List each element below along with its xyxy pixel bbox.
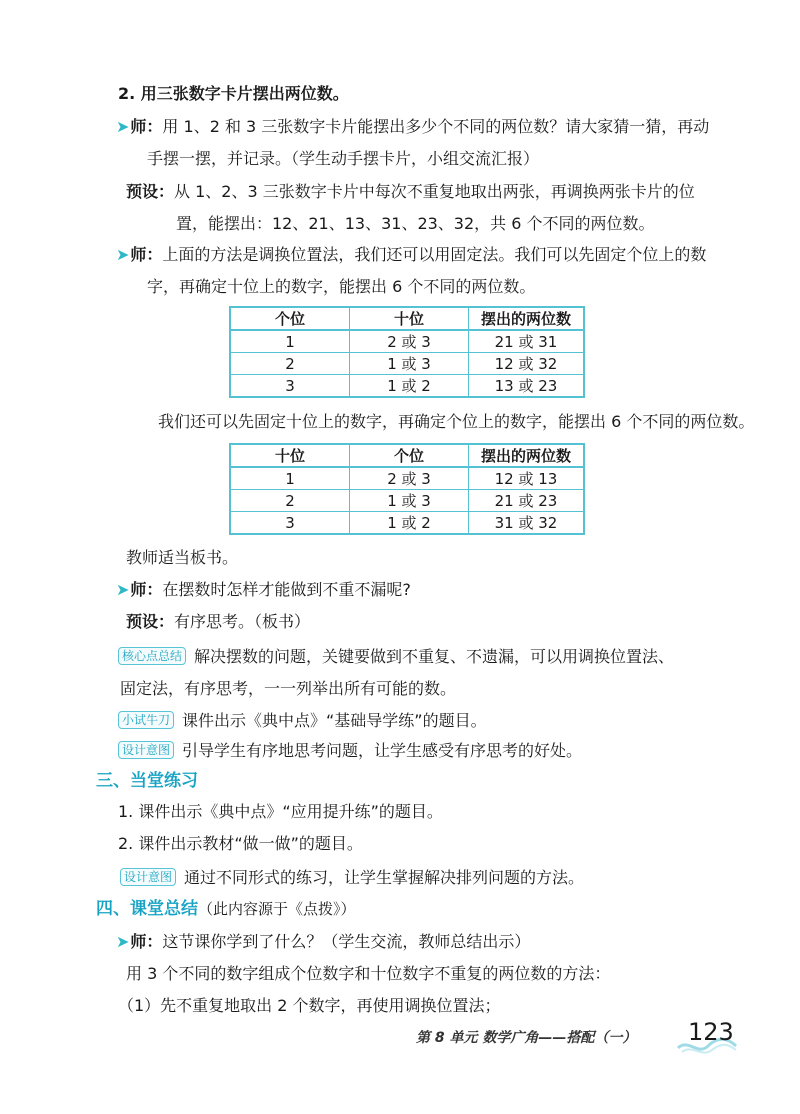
paragraph-continuation: 字，再确定十位上的数字，能摆出 6 个不同的两位数。 xyxy=(147,277,536,296)
table-cell: 21 或 23 xyxy=(469,490,585,512)
table-cell: 1 或 3 xyxy=(350,353,469,375)
arrow-icon: ➤ xyxy=(116,932,130,951)
teacher-line-4 xyxy=(116,930,530,954)
paragraph-text: 用 1、2 和 3 三张数字卡片能摆出多少个不同的两位数？请大家猜一猜，再动 xyxy=(162,117,710,136)
speaker-label: 师： xyxy=(130,117,163,136)
table-cell: 21 或 31 xyxy=(469,330,585,353)
paragraph-text: 这节课你学到了什么？（学生交流，教师总结出示） xyxy=(162,932,531,951)
table-header: 十位 xyxy=(230,444,350,467)
paragraph: 我们还可以先固定十位上的数字，再确定个位上的数字，能摆出 6 个不同的两位数。 xyxy=(158,412,755,431)
table-row xyxy=(230,490,584,512)
speaker-label: 预设： xyxy=(126,182,175,201)
paragraph: 用 3 个不同的数字组成个位数字和十位数字不重复的两位数的方法： xyxy=(126,964,611,983)
table-cell: 1 或 2 xyxy=(350,375,469,398)
practice-item-1: 1. 课件出示《典中点》“应用提升练”的题目。 xyxy=(118,802,443,821)
section-note: （此内容源于《点拨》） xyxy=(198,900,356,918)
table-row xyxy=(230,512,584,535)
table-cell: 1 xyxy=(230,467,350,490)
teacher-line-3 xyxy=(116,578,411,602)
paragraph-text: 引导学生有序地思考问题，让学生感受有序思考的好处。 xyxy=(182,741,583,760)
table-cell: 1 或 2 xyxy=(350,512,469,535)
speaker-label: 师： xyxy=(130,932,163,951)
table-cell: 1 或 3 xyxy=(350,490,469,512)
table-cell: 13 或 23 xyxy=(469,375,585,398)
table-fixed-tens xyxy=(229,443,585,535)
speaker-label: 师： xyxy=(130,580,163,599)
table-row xyxy=(230,467,584,490)
try-it-tag: 小试牛刀 xyxy=(118,711,174,729)
table-header: 十位 xyxy=(350,307,469,330)
table-cell: 2 xyxy=(230,490,350,512)
speaker-label: 师： xyxy=(130,245,163,264)
speaker-label: 预设： xyxy=(126,612,175,631)
core-summary-tag: 核心点总结 xyxy=(118,647,186,665)
teacher-line-2 xyxy=(116,243,706,267)
table-cell: 2 或 3 xyxy=(350,330,469,353)
paragraph-text: 上面的方法是调换位置法，我们还可以用固定法。我们可以先固定个位上的数 xyxy=(162,245,707,264)
design-intent-tag: 设计意图 xyxy=(118,741,174,759)
arrow-icon: ➤ xyxy=(116,580,130,599)
table-cell: 2 或 3 xyxy=(350,467,469,490)
paragraph-text: 通过不同形式的练习，让学生掌握解决排列问题的方法。 xyxy=(184,868,585,887)
design-intent-line-2 xyxy=(120,866,584,890)
arrow-icon: ➤ xyxy=(116,245,130,264)
core-summary-line xyxy=(118,645,674,669)
preset-line-1 xyxy=(126,180,695,204)
paragraph-continuation: 置，能摆出：12、21、13、31、23、32，共 6 个不同的两位数。 xyxy=(176,214,655,233)
method-item-1: （1）先不重复地取出 2 个数字，再使用调换位置法； xyxy=(118,996,501,1015)
paragraph-text: 有序思考。（板书） xyxy=(174,612,311,631)
table-row xyxy=(230,353,584,375)
section-title-3: 三、当堂练习 xyxy=(96,771,198,791)
practice-item-2: 2. 课件出示教材“做一做”的题目。 xyxy=(118,834,363,853)
table-cell: 12 或 13 xyxy=(469,467,585,490)
try-it-line xyxy=(118,709,487,733)
table-cell: 3 xyxy=(230,375,350,398)
paragraph-text: 在摆数时怎样才能做到不重不漏呢? xyxy=(162,580,411,599)
paragraph-continuation: 固定法，有序思考，一一列举出所有可能的数。 xyxy=(120,679,457,698)
table-fixed-ones xyxy=(229,306,585,398)
table-cell: 3 xyxy=(230,512,350,535)
table-cell: 1 xyxy=(230,330,350,353)
table-cell: 12 或 32 xyxy=(469,353,585,375)
section-title-text: 四、课堂总结 xyxy=(96,899,198,919)
design-intent-tag: 设计意图 xyxy=(120,868,176,886)
paragraph-text: 课件出示《典中点》“基础导学练”的题目。 xyxy=(182,711,487,730)
paragraph: 教师适当板书。 xyxy=(126,548,239,567)
table-row xyxy=(230,330,584,353)
table-row xyxy=(230,375,584,398)
arrow-icon: ➤ xyxy=(116,117,130,136)
section-title-4 xyxy=(96,897,356,921)
page-number: 123 xyxy=(688,1018,734,1046)
table-header: 个位 xyxy=(350,444,469,467)
paragraph-text: 从 1、2、3 三张数字卡片中每次不重复地取出两张，再调换两张卡片的位 xyxy=(174,182,695,201)
paragraph-continuation: 手摆一摆，并记录。（学生动手摆卡片，小组交流汇报） xyxy=(147,149,540,168)
table-header: 个位 xyxy=(230,307,350,330)
footer-unit-title: 第 8 单元 数学广角——搭配（一） xyxy=(416,1030,637,1046)
preset-line-2 xyxy=(126,610,310,634)
table-cell: 31 或 32 xyxy=(469,512,585,535)
table-header: 摆出的两位数 xyxy=(469,444,585,467)
design-intent-line-1 xyxy=(118,739,582,763)
subheading-2: 2. 用三张数字卡片摆出两位数。 xyxy=(118,84,349,103)
paragraph-text: 解决摆数的问题，关键要做到不重复、不遗漏，可以用调换位置法、 xyxy=(194,647,675,666)
table-header: 摆出的两位数 xyxy=(469,307,585,330)
teacher-line-1 xyxy=(116,115,709,139)
table-cell: 2 xyxy=(230,353,350,375)
